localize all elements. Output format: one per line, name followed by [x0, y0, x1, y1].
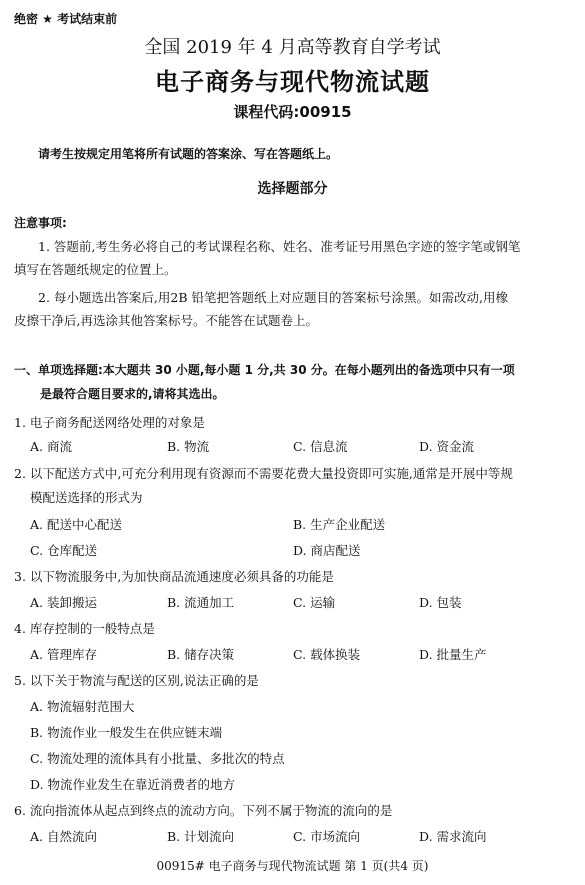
q2-stem-line2: 模配送选择的形式为	[30, 490, 143, 505]
part1-instructions	[14, 358, 574, 406]
q6-option-b: B. 计划流向	[167, 829, 235, 844]
attention-item-1	[14, 235, 574, 281]
course-code: 课程代码:00915	[233, 103, 352, 121]
attention-item-2-line1: 2. 每小题选出答案后,用2B 铅笔把答题纸上对应题目的答案标号涂黑。如需改动,用橡	[38, 290, 508, 305]
q5-option-d: D. 物流作业发生在靠近消费者的地方	[30, 777, 236, 792]
question-6-stem: 6. 流向指流体从起点到终点的流动方向。下列不属于物流的流向的是	[14, 803, 393, 818]
q1-option-d: D. 资金流	[419, 439, 475, 454]
question-1-options	[30, 437, 575, 457]
question-4-stem: 4. 库存控制的一般特点是	[14, 621, 155, 636]
q5-option-b: B. 物流作业一般发生在供应链末端	[30, 725, 223, 740]
q2-option-a: A. 配送中心配送	[30, 517, 122, 532]
paper-title: 电子商务与现代物流试题	[155, 68, 430, 96]
attention-item-2	[14, 286, 574, 332]
q5-option-a: A. 物流辐射范围大	[30, 699, 135, 714]
q6-option-c: C. 市场流向	[293, 829, 361, 844]
q1-option-a: A. 商流	[30, 439, 72, 454]
confidential-mark: 绝密 ★ 考试结束前	[14, 12, 118, 26]
q4-option-a: A. 管理库存	[30, 647, 97, 662]
q4-option-b: B. 储存决策	[167, 647, 235, 662]
question-3-options	[30, 593, 575, 613]
q6-option-a: A. 自然流向	[30, 829, 97, 844]
question-6-options	[30, 827, 575, 847]
part1-line2: 是最符合题目要求的,请将其选出。	[40, 387, 225, 401]
attention-item-1-line2: 填写在答题纸规定的位置上。	[14, 262, 177, 277]
question-5-stem: 5. 以下关于物流与配送的区别,说法正确的是	[14, 673, 259, 688]
q3-option-d: D. 包装	[419, 595, 462, 610]
q1-option-c: C. 信息流	[293, 439, 348, 454]
exam-name: 全国 2019 年 4 月高等教育自学考试	[144, 37, 441, 58]
attention-heading: 注意事项:	[14, 216, 67, 230]
question-3-stem: 3. 以下物流服务中,为加快商品流通速度必须具备的功能是	[14, 569, 334, 584]
q6-option-d: D. 需求流向	[419, 829, 487, 844]
question-4-options	[30, 645, 575, 665]
q2-stem-line1: 2. 以下配送方式中,可充分利用现有资源而不需要花费大量投资即可实施,通常是开展中等规	[14, 466, 513, 481]
question-2-options-row2	[30, 541, 575, 561]
q2-option-b: B. 生产企业配送	[293, 517, 386, 532]
q3-option-c: C. 运输	[293, 595, 336, 610]
q1-option-b: B. 物流	[167, 439, 210, 454]
q4-option-c: C. 载体换装	[293, 647, 361, 662]
section-title: 选择题部分	[257, 181, 328, 197]
question-1-stem: 1. 电子商务配送网络处理的对象是	[14, 415, 205, 430]
q5-option-c: C. 物流处理的流体具有小批量、多批次的特点	[30, 751, 285, 766]
question-2-options-row1	[30, 515, 575, 535]
q2-option-c: C. 仓库配送	[30, 543, 98, 558]
q2-option-d: D. 商店配送	[293, 543, 361, 558]
q4-option-d: D. 批量生产	[419, 647, 487, 662]
question-2-stem	[14, 464, 574, 508]
page-footer: 00915# 电子商务与现代物流试题 第 1 页(共4 页)	[156, 859, 429, 873]
answer-notice: 请考生按规定用笔将所有试题的答案涂、写在答题纸上。	[38, 147, 339, 161]
attention-item-1-line1: 1. 答题前,考生务必将自己的考试课程名称、姓名、准考证号用黑色字迹的签字笔或钢笔	[38, 239, 521, 254]
q3-option-b: B. 流通加工	[167, 595, 235, 610]
part1-line1: 一、单项选择题:本大题共 30 小题,每小题 1 分,共 30 分。在每小题列出的备选项中只有一项	[14, 363, 515, 377]
q3-option-a: A. 装卸搬运	[30, 595, 97, 610]
attention-item-2-line2: 皮擦干净后,再选涂其他答案标号。不能答在试题卷上。	[14, 313, 318, 328]
